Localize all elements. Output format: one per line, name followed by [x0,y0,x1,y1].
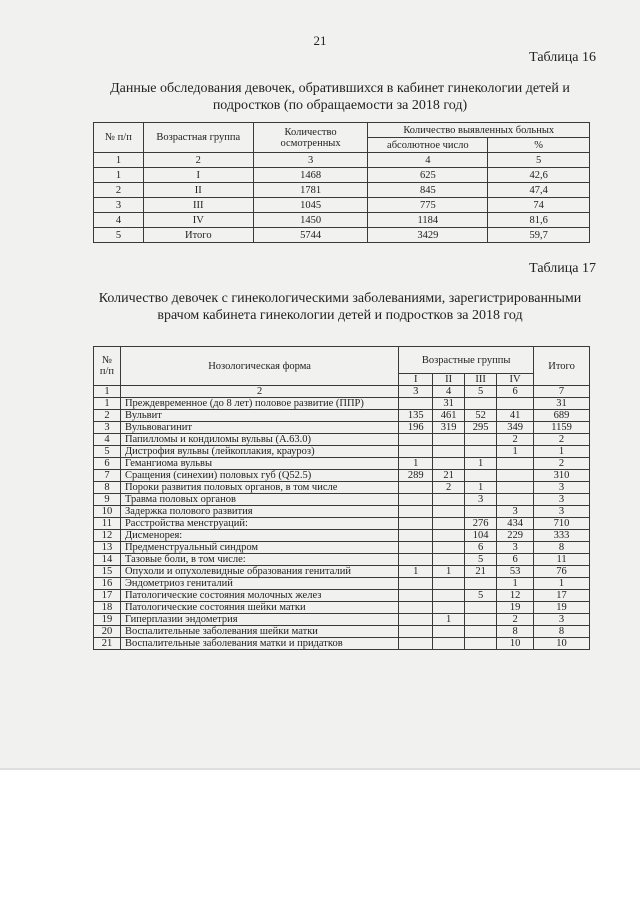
table-cell [399,578,433,590]
table-cell: Гиперплазии эндометрия [120,614,398,626]
table-row [94,470,590,482]
t17-col-number: 4 [433,386,465,398]
table-cell: Вульвит [120,410,398,422]
table-cell [399,482,433,494]
table-cell [497,482,534,494]
table-cell: 2 [497,434,534,446]
table-cell [465,434,497,446]
table-cell [497,458,534,470]
table-cell: 9 [94,494,121,506]
table-cell: Вульвовагинит [120,422,398,434]
table-cell [497,470,534,482]
table-cell: 19 [534,602,590,614]
table-cell: 8 [94,482,121,494]
table-cell: 1 [94,398,121,410]
t16-col-number: 4 [368,153,488,168]
table17 [93,346,590,650]
table-cell [433,506,465,518]
table-row [94,554,590,566]
table-row [94,566,590,578]
table-row [94,398,590,410]
table-cell: 289 [399,470,433,482]
t17-header-num: № п/п [94,347,121,386]
table-cell: 1468 [253,168,368,183]
table16-caption: Таблица 16 [529,50,596,65]
table-cell: III [143,198,253,213]
table-cell: 4 [94,213,144,228]
t16-header-num: № п/п [94,123,144,153]
table-cell: 2 [433,482,465,494]
table-cell: 14 [94,554,121,566]
table-row [94,614,590,626]
table-row [94,434,590,446]
table-cell: 8 [534,542,590,554]
table-cell [465,638,497,650]
table-cell: 1 [497,446,534,458]
table-cell: 1 [465,482,497,494]
table-cell: 12 [94,530,121,542]
table-row [94,626,590,638]
table-cell: 310 [534,470,590,482]
t17-col-number: 6 [497,386,534,398]
table-cell: Патологические состояния шейки матки [120,602,398,614]
t17-header-group: I [399,374,433,386]
table-cell: Тазовые боли, в том числе: [120,554,398,566]
table-cell: 229 [497,530,534,542]
table-row [94,530,590,542]
table-cell: 52 [465,410,497,422]
table-cell: 434 [497,518,534,530]
table-row [94,506,590,518]
table-cell: Дистрофия вульвы (лейкоплакия, крауроз) [120,446,398,458]
table-cell: 6 [94,458,121,470]
table-row [94,228,590,243]
table-row [94,518,590,530]
table-cell: 104 [465,530,497,542]
table-cell: 1 [534,446,590,458]
table-cell: 2 [94,183,144,198]
t17-col-number: 3 [399,386,433,398]
table-cell: 7 [94,470,121,482]
t16-col-number: 2 [143,153,253,168]
t17-col-number-row [94,386,590,398]
table-cell [465,578,497,590]
table-cell: 59,7 [488,228,590,243]
table-cell: 74 [488,198,590,213]
table-cell: 3 [497,542,534,554]
table-cell: 3 [534,614,590,626]
table-row [94,638,590,650]
table-cell: 21 [433,470,465,482]
table-cell: 12 [497,590,534,602]
table-cell [433,542,465,554]
table-cell: Задержка полового развития [120,506,398,518]
t16-col-number: 5 [488,153,590,168]
table-cell: Воспалительные заболевания шейки матки [120,626,398,638]
table-cell: Патологические состояния молочных желез [120,590,398,602]
table-cell: 3 [534,482,590,494]
table-cell: 8 [534,626,590,638]
table-cell: 19 [497,602,534,614]
table-cell: 10 [497,638,534,650]
t17-header-age-groups: Возрастные группы [399,347,534,374]
table-cell [399,434,433,446]
table-cell [433,458,465,470]
table-cell: Сращения (синехии) половых губ (Q52.5) [120,470,398,482]
table-cell: 461 [433,410,465,422]
table-row [94,183,590,198]
table-cell: 20 [94,626,121,638]
table-cell [399,554,433,566]
table-cell: 625 [368,168,488,183]
table-cell [399,638,433,650]
t17-header-group: IV [497,374,534,386]
table-cell: Расстройства менструаций: [120,518,398,530]
table-cell: 47,4 [488,183,590,198]
table-cell: Эндометриоз гениталий [120,578,398,590]
table-cell: 15 [94,566,121,578]
table-cell: 1045 [253,198,368,213]
table-cell: 1 [399,458,433,470]
table17-caption: Таблица 17 [529,261,596,276]
table-row [94,482,590,494]
table-cell: 295 [465,422,497,434]
table-row [94,198,590,213]
table-cell: 18 [94,602,121,614]
table-cell: 1 [534,578,590,590]
table-row [94,590,590,602]
table-cell: 2 [94,410,121,422]
table-cell: 1 [94,168,144,183]
table-cell: 42,6 [488,168,590,183]
table-cell [399,626,433,638]
table-cell: 3 [94,422,121,434]
table-row [94,494,590,506]
table-cell [433,518,465,530]
table-cell [465,626,497,638]
table-cell [433,530,465,542]
t17-col-number: 7 [534,386,590,398]
t17-col-number: 1 [94,386,121,398]
table-cell [465,614,497,626]
table-cell: 31 [433,398,465,410]
table-cell: Предменструальный синдром [120,542,398,554]
table-cell: I [143,168,253,183]
table-cell: 5 [465,590,497,602]
t17-col-number: 5 [465,386,497,398]
table-cell [399,530,433,542]
table-cell: 76 [534,566,590,578]
table-cell: 11 [94,518,121,530]
table-cell: 19 [94,614,121,626]
t16-header-percent: % [488,138,590,153]
table-cell: 5 [94,446,121,458]
table-row [94,446,590,458]
table-row [94,578,590,590]
table-cell: 6 [497,554,534,566]
table16-title: Данные обследования девочек, обратившихся в кабинет гинекологии детей и подростков (по обращаемости за 2018 год) [110,81,570,113]
table-cell: 6 [465,542,497,554]
table-cell: 41 [497,410,534,422]
table-cell: 21 [94,638,121,650]
table-cell: 710 [534,518,590,530]
table-cell: 276 [465,518,497,530]
table-cell: 5 [94,228,144,243]
table-row [94,602,590,614]
table-cell: Травма половых органов [120,494,398,506]
table-cell: 3 [465,494,497,506]
t16-col-number: 3 [253,153,368,168]
table-cell: 2 [497,614,534,626]
table-cell: 4 [94,434,121,446]
table-cell: 845 [368,183,488,198]
table-cell: 3 [94,198,144,213]
table-cell [433,590,465,602]
t17-header-group: II [433,374,465,386]
t17-col-number: 2 [120,386,398,398]
t16-header-absolute: абсолютное число [368,138,488,153]
table-cell [497,494,534,506]
t16-header-age-group: Возрастная группа [143,123,253,153]
table-cell: 31 [534,398,590,410]
table-cell: 135 [399,410,433,422]
table-cell [399,446,433,458]
table16 [93,122,590,243]
table-cell [433,434,465,446]
table-cell [399,614,433,626]
table-cell: 1 [433,614,465,626]
table-cell [433,446,465,458]
t17-header-group: III [465,374,497,386]
table-cell: Преждевременное (до 8 лет) половое развитие (ППР) [120,398,398,410]
table-cell: 81,6 [488,213,590,228]
table-cell: Пороки развития половых органов, в том числе [120,482,398,494]
t17-header-total: Итого [534,347,590,386]
table-cell: 1450 [253,213,368,228]
table-cell: 1 [433,566,465,578]
table-row [94,168,590,183]
table-cell: Воспалительные заболевания матки и придатков [120,638,398,650]
page-number: 21 [313,33,327,48]
table-cell: 17 [94,590,121,602]
table-cell: 1 [399,566,433,578]
table-cell [433,626,465,638]
table-cell [433,554,465,566]
table-cell [465,398,497,410]
table-cell: 196 [399,422,433,434]
table-cell: 2 [534,434,590,446]
table-cell [399,590,433,602]
table-cell: 1184 [368,213,488,228]
table-row [94,213,590,228]
table-row [94,410,590,422]
table-cell [433,602,465,614]
table-cell: Папилломы и кондиломы вульвы (А.63.0) [120,434,398,446]
t16-col-number: 1 [94,153,144,168]
table-cell [497,398,534,410]
table-cell: II [143,183,253,198]
table-row [94,458,590,470]
table-cell: 5744 [253,228,368,243]
table-cell [433,578,465,590]
table-cell: 3 [497,506,534,518]
table-cell: 11 [534,554,590,566]
t16-col-number-row [94,153,590,168]
table-cell [399,494,433,506]
table-cell: 319 [433,422,465,434]
table-cell: 3 [534,506,590,518]
t17-header-form: Нозологическая форма [120,347,398,386]
table-cell: 21 [465,566,497,578]
table-cell: 1159 [534,422,590,434]
table-cell: 349 [497,422,534,434]
table-cell [465,602,497,614]
table-cell: 5 [465,554,497,566]
t16-header-examined: Количество осмотренных [253,123,368,153]
table-cell: Опухоли и опухолевидные образования гениталий [120,566,398,578]
table-cell [465,470,497,482]
table-cell: 10 [534,638,590,650]
table-cell: Итого [143,228,253,243]
table-cell: Дисменорея: [120,530,398,542]
table-cell [433,638,465,650]
table-cell: 16 [94,578,121,590]
table-cell [465,446,497,458]
table-cell: 333 [534,530,590,542]
table-cell [433,494,465,506]
table-row [94,422,590,434]
table17-title: Количество девочек с гинекологическими заболеваниями, зарегистрированными врачом кабинета гинекологии детей и подростков за 2018 год [98,291,582,323]
table-cell [399,542,433,554]
table-cell: 3 [534,494,590,506]
table-cell: 1 [497,578,534,590]
table-cell [465,506,497,518]
table-cell: 3429 [368,228,488,243]
table-cell: 17 [534,590,590,602]
table-cell: Гемангиома вульвы [120,458,398,470]
table-cell: 2 [534,458,590,470]
table-cell [399,518,433,530]
table-cell [399,398,433,410]
table-cell: 8 [497,626,534,638]
table-cell: 13 [94,542,121,554]
table-row [94,542,590,554]
table-cell: 1 [465,458,497,470]
table-cell: 775 [368,198,488,213]
table-cell: 53 [497,566,534,578]
t16-header-detected: Количество выявленных больных [368,123,590,138]
table-cell: IV [143,213,253,228]
table-cell: 10 [94,506,121,518]
table-cell: 689 [534,410,590,422]
table-cell [399,506,433,518]
table-cell: 1781 [253,183,368,198]
table-cell [399,602,433,614]
